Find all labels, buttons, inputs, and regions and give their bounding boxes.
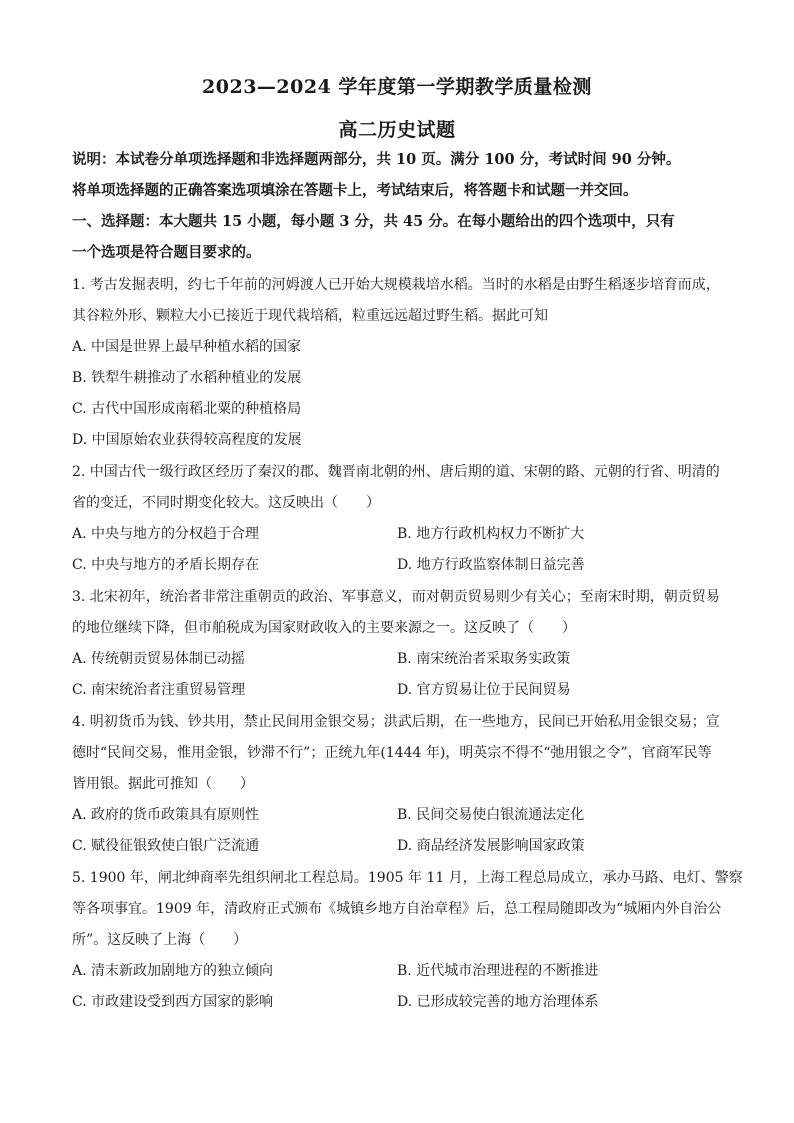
question-4-stem: 4. 明初货币为钱、钞共用，禁止民间用金银交易；洪武后期，在一些地方，民间已开始私用金银交易；宣 — [72, 714, 720, 730]
question-3-option-c: C. 南宋统治者注重贸易管理 — [72, 682, 246, 698]
question-2-option-c: C. 中央与地方的矛盾长期存在 — [72, 557, 260, 573]
question-1-stem: 1. 考古发掘表明，约七千年前的河姆渡人已开始大规模栽培水稻。当时的水稻是由野生稻逐步培育而成， — [72, 277, 720, 293]
question-3-option-d: D. 官方贸易让位于民间贸易 — [397, 682, 571, 698]
exam-title: 2023—2024 学年度第一学期教学质量检测 — [202, 76, 592, 98]
exam-subtitle: 高二历史试题 — [338, 119, 456, 141]
question-2-option-a: A. 中央与地方的分权趋于合理 — [72, 526, 260, 542]
instructions-line-1: 说明：本试卷分单项选择题和非选择题两部分，共 10 页。满分 100 分，考试时间 90 分钟。 — [72, 151, 681, 168]
section-heading-line-2: 一个选项是符合题目要求的。 — [72, 244, 261, 261]
question-4-option-a: A. 政府的货币政策具有原则性 — [72, 807, 260, 823]
question-2-stem: 省的变迁，不同时期变化较大。这反映出（ ） — [72, 495, 380, 511]
question-2-stem: 2. 中国古代一级行政区经历了秦汉的郡、魏晋南北朝的州、唐后期的道、宋朝的路、元朝的行省、明清的 — [72, 464, 720, 480]
question-1-option-c: C. 古代中国形成南稻北粟的种植格局 — [72, 401, 302, 417]
question-4-stem: 德时“民间交易，惟用金银，钞滞不行”；正统九年(1444 年)，明英宗不得不“弛用银之令”，官商军民等 — [72, 745, 712, 761]
question-3-stem: 的地位继续下降，但市舶税成为国家财政收入的主要来源之一。这反映了（ ） — [72, 620, 576, 636]
question-4-option-b: B. 民间交易使白银流通法定化 — [397, 807, 585, 823]
question-5-stem: 5. 1900 年，闸北绅商率先组织闸北工程总局。1905 年 11 月，上海工程总局成立，承办马路、电灯、警察 — [72, 870, 743, 886]
question-4-option-c: C. 赋役征银致使白银广泛流通 — [72, 838, 260, 854]
question-2-option-d: D. 地方行政监察体制日益完善 — [397, 557, 585, 573]
question-3-stem: 3. 北宋初年，统治者非常注重朝贡的政治、军事意义，而对朝贡贸易则少有关心；至南宋时期，朝贡贸易 — [72, 589, 720, 605]
question-5-option-a: A. 清末新政加剧地方的独立倾向 — [72, 963, 274, 979]
question-2-option-b: B. 地方行政机构权力不断扩大 — [397, 526, 585, 542]
question-5-option-c: C. 市政建设受到西方国家的影响 — [72, 994, 274, 1010]
question-3-option-b: B. 南宋统治者采取务实政策 — [397, 651, 571, 667]
question-1-option-a: A. 中国是世界上最早种植水稻的国家 — [72, 339, 302, 355]
question-5-stem: 等各项事宜。1909 年，清政府正式颁布《城镇乡地方自治章程》后，总工程局随即改为“城厢内外自治公 — [72, 901, 722, 917]
question-3-option-a: A. 传统朝贡贸易体制已动摇 — [72, 651, 246, 667]
question-4-option-d: D. 商品经济发展影响国家政策 — [397, 838, 585, 854]
question-1-stem: 其谷粒外形、颗粒大小已接近于现代栽培稻，粒重远远超过野生稻。据此可知 — [72, 308, 548, 324]
section-heading-line-1: 一、选择题：本大题共 15 小题，每小题 3 分，共 45 分。在每小题给出的四个选项中，只有 — [72, 213, 675, 230]
question-5-stem: 所”。这反映了上海（ ） — [72, 932, 248, 948]
instructions-line-2: 将单项选择题的正确答案选项填涂在答题卡上，考试结束后，将答题卡和试题一并交回。 — [72, 182, 638, 199]
question-5-option-b: B. 近代城市治理进程的不断推进 — [397, 963, 599, 979]
question-1-option-d: D. 中国原始农业获得较高程度的发展 — [72, 432, 302, 448]
question-4-stem: 皆用银。据此可推知（ ） — [72, 776, 254, 792]
question-5-option-d: D. 已形成较完善的地方治理体系 — [397, 994, 599, 1010]
question-1-option-b: B. 铁犁牛耕推动了水稻种植业的发展 — [72, 370, 302, 386]
